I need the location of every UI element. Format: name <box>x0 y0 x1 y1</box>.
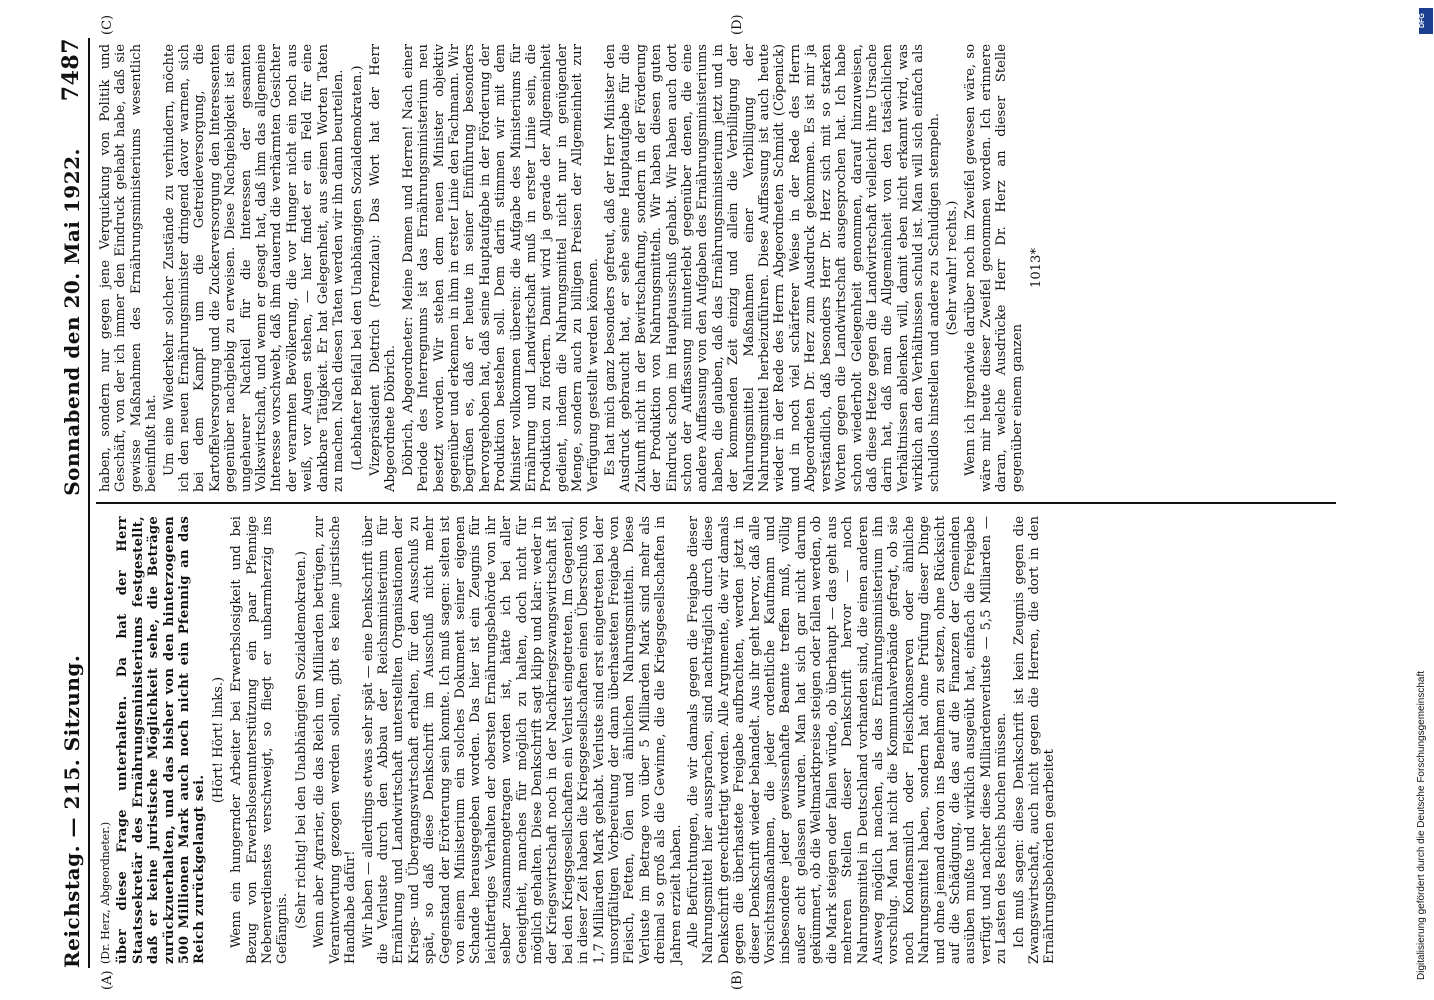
marker-d: (D) <box>730 14 745 35</box>
marker-a: (A) <box>100 970 115 990</box>
paragraph: Wir haben — allerdings etwas sehr spät — eine Denkschrift über die Verluste durch den Abbau der Reichsministerium für Ernährung und Landwirtschaft unterstellten Organisationen der Kriegs- und Übergangswirtschaft erhalten, für den Ausschuß zu spät, so daß diese Denkschrift im Ausschuß nicht mehr Gegenstand der Erörterung sein konnte. Ich muß sagen: selten ist von einem Ministerium ein solches Dokument seiner eigenen Schande herausgegeben worden. Das hier ist ein Zeugnis für leichtfertiges Verhalten der obersten Ernährungsbehörde von ihr selber zusammengetragen worden ist, hätte ich bei aller Geneigtheit, manches für möglich zu halten, doch nicht für möglich gehalten. Diese Denkschrift sagt klipp und klar: weder in der Kriegswirtschaft noch in der Nachkriegszwangswirtschaft ist bei den Kriegsgesellschaften ein Verlust eingetreten. Im Gegenteil, in dieser Zeit haben die Kriegsgesellschaften einen Überschuß von 1,7 Milliarden Mark gehabt. Verluste sind erst eingetreten bei der unsorgfältigen Vorbereitung der dann überhasteten Freigabe von Fleisch, Fetten, Ölen und ähnlichen Nahrungsmitteln. Diese Verluste im Betrage von über 5 Milliarden Mark sind mehr als dreimal so groß als die Gewinne, die die Kriegsgesellschaften in Jahren erzielt haben. <box>360 516 684 964</box>
header-left: Reichstag. — 215. Sitzung. <box>60 654 84 968</box>
paragraph: Vizepräsident Dietrich (Prenzlau): Das Wort hat der Herr Abgeordnete Döbrich. <box>367 44 399 492</box>
left-column <box>98 516 1338 964</box>
paragraph: Döbrich, Abgeordneter: Meine Damen und Herren! Nach einer Periode des Interregnums ist das Ernährungsministerium neu besetzt worden. Wir stehen dem neuen Minister objektiv gegenüber und erkennen in ihm in erster Linie den Fachmann. Wir begrüßen es, daß er heute in seiner Einführung besonders hervorgehoben hat, daß seine Hauptaufgabe in der Förderung der Produktion bestehen soll. Dem darin stimmen wir mit dem Minister vollkommen überein: die Aufgabe des Ministeriums für Ernährung und Landwirtschaft muß in erster Linie sein, die Produktion zu fördern. Damit wird ja gerade der Allgemeinheit gedient, indem die Nahrungsmittel nicht nur in genügender Menge, sondern auch zu billigen Preisen der Allgemeinheit zur Verfügung gestellt werden können. <box>400 44 601 492</box>
interjection: (Lebhafter Beifall bei den Unabhängigen Sozialdemokraten.) <box>349 65 365 471</box>
paragraph: Wenn ein hungernder Arbeiter bei Erwerbslosigkeit und bei Bezug von Erwerbslosenunterstützung ein paar Pfennige Nebenverdienstes verschweigt, so fliegt er unbarmherzig ins Gefängnis. <box>229 516 291 964</box>
paragraph: Wenn aber Agrarier, die das Reich um Milliarden betrügen, zur Verantwortung gezogen werden sollen, gibt es keine juristische Handhabe dafür! <box>312 516 359 964</box>
signature-mark: 1013* <box>1028 248 1044 288</box>
right-column <box>98 44 1338 492</box>
column-divider <box>96 502 1336 504</box>
paragraph: haben, sondern nur gegen jene Verquickung von Politik und Geschäft, von der ich immer den Eindruck gehabt habe, daß sie gewisse Maßnahmen des Ernährungsministeriums wesentlich beeinflußt hat. <box>98 44 160 492</box>
dfg-credit-line: Digitalisierung gefördert durch die Deutsche Forschungsgemeinschaft <box>1416 670 1427 980</box>
page-number: 7487 <box>58 38 84 102</box>
paragraph: Alle Befürchtungen, die wir damals gegen die Freigabe dieser Nahrungsmittel hier aussprachen, sind nachträglich durch diese Denkschrift gerechtfertigt worden. Alle Argumente, die wir damals gegen die überhastete Freigabe aufbrachten, werden jetzt in dieser Denkschrift wieder behandelt. Aus ihr geht hervor, daß alle Vorsichtsmaßnahmen, die jeder ordentliche Kaufmann und insbesondere jeder gewissenhafte Beamte treffen muß, völlig außer acht gelassen wurden. Man hat sich gar nicht darum gekümmert, ob die Weltmarktpreise steigen oder fallen werden, ob die Mark steigen oder fallen würde, ob überhaupt — das geht aus mehreren Stellen dieser Denkschrift hervor — noch Nahrungsmittel in Deutschland vorhanden sind, die einen anderen Ausweg möglich machen, als das Ernährungsministerium ihn vorschlug. Man hat nicht die Kommunalverbände gefragt, ob sie noch Kondensmilch oder Fleischkonserven oder ähnliche Nahrungsmittel haben, sondern hat ohne Prüfung dieser Dinge und ohne jemand davon ins Benehmen zu setzen, ohne Rücksicht auf die Schädigung, die das auf die Finanzen der Gemeinden ausüben mußte und wirklich ausgeübt hat, einfach die Freigabe verfügt und nachher diese Milliardenverluste — 5,5 Milliarden — zu Lasten des Reichs buchen müssen. <box>686 516 1010 964</box>
marker-c: (C) <box>100 14 115 35</box>
dfg-logo-text: DFG <box>1419 13 1426 28</box>
speaker-label: (Dr. Herz, Abgeordneter.) <box>99 821 112 964</box>
dfg-logo <box>1419 8 1433 34</box>
interjection: (Hört! Hört! links.) <box>210 676 226 804</box>
interjection: (Sehr richtig! bei den Unabhängigen Sozialdemokraten.) <box>293 550 309 930</box>
header-date: Sonnabend den 20. Mai 1922. <box>60 148 84 496</box>
paragraph: Ich muß sagen: diese Denkschrift ist kein Zeugnis gegen die Zwangswirtschaft, auch nicht gegen die Herren, die dort in den Ernährungsbehörden gearbeitet <box>1011 516 1058 964</box>
paragraph: über diese Frage unterhalten. Da hat der Herr Staatssekretär des Ernährungsministeriums festgestellt, daß er keine juristische Möglichkeit sehe, die Beträge zurückzuerhalten, und das bisher von den hinterzogenen 500 Millionen Mark auch noch nicht ein Pfennig an das Reich zurückgelangt sei. <box>115 516 208 964</box>
paragraph: Um eine Wiederkehr solcher Zustände zu verhindern, möchte ich den neuen Ernährungsminister dringend davor warnen, sich bei dem Kampf um die Getreideversorgung, die Kartoffelversorgung und die Zuckerversorgung den Interessenten gegenüber nachgiebig zu erweisen. Diese Nachgiebigkeit ist ein ungeheurer Nachteil für die Interessen der gesamten Volkswirtschaft, und wenn er gesagt hat, daß ihm das allgemeine Interesse vorschwebt, daß ihm dauernd die verhärmten Gesichter der verarmten Bevölkerung, die vor Hunger nicht ein noch aus weiß, vor Augen stehen, — hier findet er ein Feld für eine dankbare Tätigkeit. Er hat Gelegenheit, aus seinen Worten Taten zu machen. Nach diesen Taten werden wir ihn dann beurteilen. <box>161 44 347 492</box>
interjection: (Sehr wahr! rechts.) <box>944 200 960 336</box>
marker-b: (B) <box>730 970 745 990</box>
page-header <box>58 38 90 968</box>
paragraph: Wenn ich irgendwie darüber noch im Zweifel gewesen wäre, so wäre mir heute dieser Zweifel genommen worden. Ich erinnere daran, welche Ausdrücke Herr Dr. Herz an dieser Stelle gegenüber einem ganzen <box>963 44 1025 492</box>
paragraph: Es hat mich ganz besonders gefreut, daß der Herr Minister den Ausdruck gebraucht hat, er sehe seine Hauptaufgabe für die Zukunft nicht in der Bewirtschaftung, sondern in der Förderung der Produktion von Nahrungsmitteln. Wir haben diesen guten Eindruck schon im Hauptausschuß gehabt. Wir haben auch dort schon der Auffassung mitunterlebt gegenüber denen, die eine andere Auffassung von den Aufgaben des Ernährungsministeriums haben, die glauben, daß das Ernährungsministerium jetzt und in der kommenden Zeit einzig und allein die Verbilligung der Nahrungsmittel Maßnahmen einer Verbilligung der Nahrungsmittel herbeizuführen. Diese Auffassung ist auch heute wieder in der Rede des Herrn Abgeordneten Schmidt (Cöpenick) und in noch viel schärferer Weise in der Rede des Herrn Abgeordneten Dr. Herz zum Ausdruck gekommen. Es ist mir ja verständlich, daß besonders Herr Dr. Herz sich mit so starken Worten gegen die Landwirtschaft ausgesprochen hat. Ich habe schon wiederholt Gelegenheit genommen, darauf hinzuweisen, daß diese Hetze gegen die Landwirtschaft vielleicht ihre Ursache darin hat, daß man die Allgemeinheit von den tatsächlichen Verhältnissen ablenken will, damit eben nicht erkannt wird, was wirklich an den Verhältnissen schuld ist. Man will sich einfach als schuldlos hinstellen und andere zu Schuldigen stempeln. <box>603 44 942 492</box>
